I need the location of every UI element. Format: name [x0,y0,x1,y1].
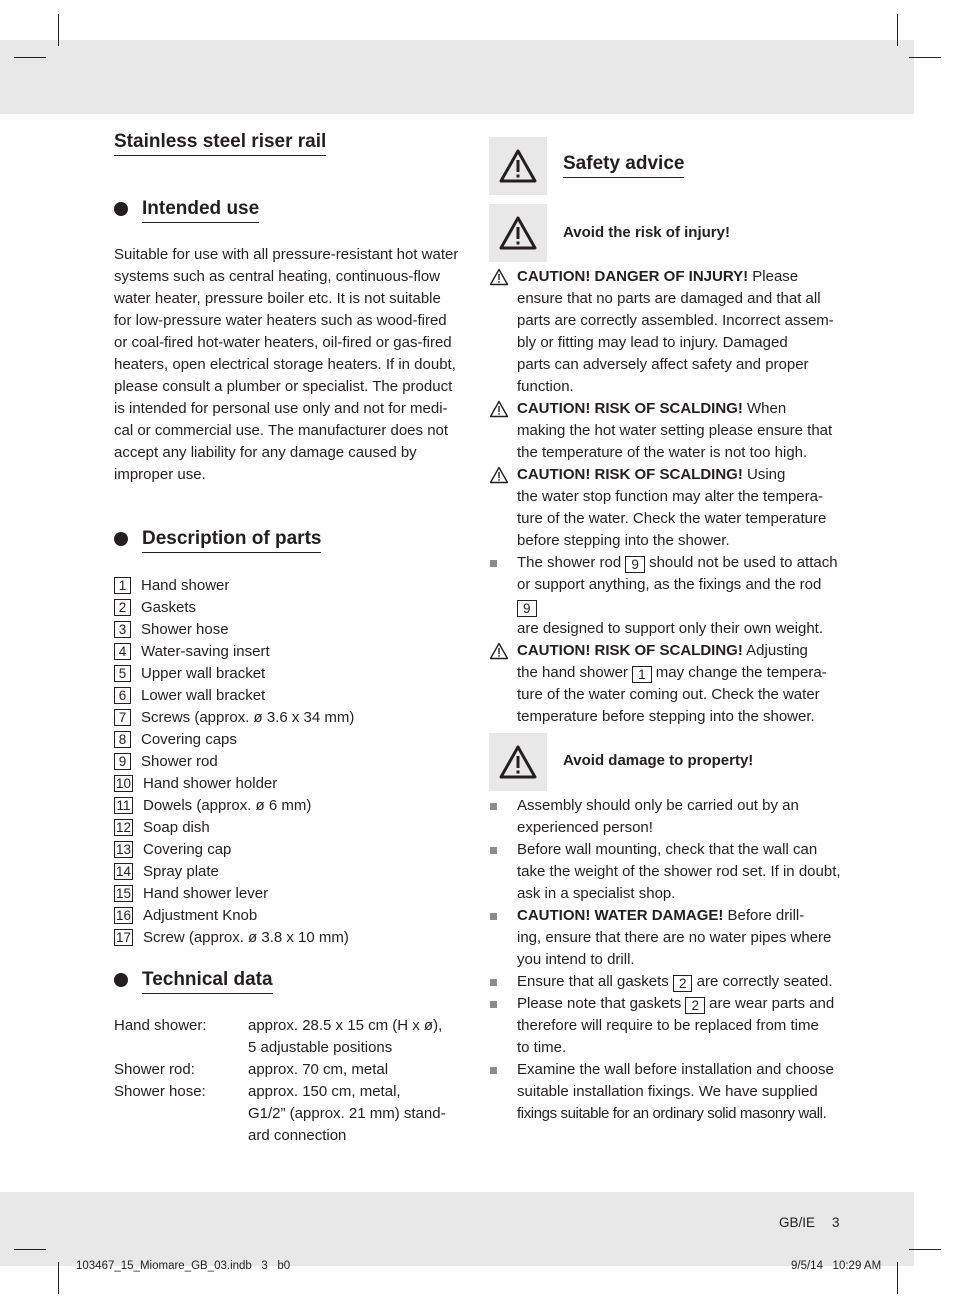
list-item [114,640,354,662]
safety-heading-text: Safety advice [563,152,684,178]
tech-value [248,1059,468,1081]
part-label: Screws (approx. ø 3.6 x 34 mm) [141,708,355,726]
text-line: for low-pressure water heaters such as wood-fired [114,312,447,329]
text-line: water heater, pressure boiler etc. It is not suitable [114,290,441,307]
part-ref: 2 [673,975,693,992]
text-line: the temperature of the water is not too high. [517,444,808,461]
crop-mark [909,57,941,58]
bullet-icon [114,202,128,216]
part-number: 7 [114,709,131,726]
part-ref: 9 [625,556,645,573]
text-segment: Adjusting [742,642,808,659]
tech-value [248,1015,468,1059]
footer-band [0,1192,914,1266]
text-line: ture of the water. Check the water temperature [517,510,827,527]
list-item [114,750,354,772]
part-label: Lower wall bracket [141,686,266,704]
caution-label: CAUTION! WATER DAMAGE! [517,907,724,924]
crop-mark [897,1262,898,1294]
warning-box [489,733,547,791]
text-line: accept any liability for any damage caused by [114,444,417,461]
list-item [489,552,841,640]
part-number: 1 [114,577,131,594]
text-line: Examine the wall before installation and choose [517,1061,834,1078]
square-bullet-icon [490,803,497,810]
crop-mark [14,57,46,58]
warning-icon [489,464,509,486]
part-label: Hand shower [141,576,230,594]
text-line: suitable installation fixings. We have supplied [517,1083,818,1100]
page-title-text: Stainless steel riser rail [114,130,326,156]
text-line: Suitable for use with all pressure-resistant hot water [114,246,459,263]
crop-mark [897,14,898,46]
warning-icon [489,398,509,420]
list-item [114,927,354,949]
text-segment: are designed to support only their own weight. [517,620,824,637]
text-line: Before wall mounting, check that the wall can [517,841,818,858]
text-line: Please [748,268,799,285]
text-segment: therefore will require to be replaced from time [517,1017,819,1034]
text-line: Assembly should only be carried out by an [517,797,799,814]
square-bullet-icon [489,1059,509,1081]
tech-key: Hand shower: [114,1017,207,1034]
list-item [489,839,841,905]
text-line: ensure that no parts are damaged and that all [517,290,821,307]
list-item [114,794,354,816]
part-number: 3 [114,621,131,638]
part-number: 14 [115,864,132,880]
square-bullet-icon [489,839,509,861]
part-number: 6 [114,687,131,704]
warning-box [489,137,547,195]
text-line: Using [742,466,786,483]
crop-mark [909,1249,941,1250]
text-segment: Ensure that all gaskets [517,973,669,990]
part-label: Shower rod [141,752,218,770]
square-bullet-icon [490,560,497,567]
intended-use-text [114,244,474,486]
text-segment: may change the tempera- [655,664,827,681]
part-number: 9 [114,753,131,770]
tech-key: Shower rod: [114,1061,195,1078]
tech-key: Shower hose: [114,1083,206,1100]
crop-mark [14,1249,46,1250]
text-segment: are wear parts and [709,995,835,1012]
text-line: parts can adversely affect safety and proper [517,356,809,373]
intended-use-heading [114,197,259,223]
part-label: Hand shower holder [143,774,278,792]
square-bullet-icon [489,905,509,927]
part-ref: 9 [517,600,537,617]
square-bullet-icon [490,847,497,854]
list-item [114,905,354,927]
list-item [114,662,354,684]
caution-label: CAUTION! RISK OF SCALDING! [517,400,743,417]
list-item [114,728,354,750]
right-column [489,0,849,1190]
text-line: Before drill- [723,907,805,924]
text-segment: Please note that gaskets [517,995,682,1012]
list-item [489,795,841,839]
text-line: bly or fitting may lead to injury. Damaged [517,334,788,351]
text-line: function. [517,378,574,395]
list-item [489,993,841,1059]
intended-use-heading-text: Intended use [142,197,259,223]
part-number: 2 [114,599,131,616]
list-item [114,684,354,706]
warning-box [489,204,547,262]
list-item [114,861,354,883]
text-line: parts are correctly assembled. Incorrect assem- [517,312,834,329]
table-row [114,1059,468,1081]
part-number: 13 [115,842,132,858]
text-segment: should not be used to attach [649,554,838,571]
part-label: Screw (approx. ø 3.8 x 10 mm) [143,929,349,947]
part-label: Soap dish [143,819,210,837]
tech-value-line: 5 adjustable positions [248,1039,393,1056]
part-label: Dowels (approx. ø 6 mm) [143,796,312,814]
part-number: 15 [115,886,132,902]
text-segment: ture of the water coming out. Check the water [517,686,820,703]
text-line: heaters, open electrical storage heaters. If in doubt, [114,356,456,373]
caution-label: CAUTION! RISK OF SCALDING! [517,642,743,659]
list-item [489,266,841,398]
caution-label: CAUTION! RISK OF SCALDING! [517,466,743,483]
technical-heading-text: Technical data [142,968,273,994]
part-label: Gaskets [141,598,197,616]
list-item [489,1059,841,1125]
text-segment: are correctly seated. [696,973,833,990]
tech-value [248,1081,468,1147]
text-line: cal or commercial use. The manufacturer does not [114,422,449,439]
part-number: 8 [114,731,131,748]
part-label: Upper wall bracket [141,664,266,682]
part-label: Hand shower lever [143,885,269,903]
page-number: 3 [832,1215,840,1230]
part-number: 5 [114,665,131,682]
list-item [489,640,841,728]
crop-mark [58,14,59,46]
injury-list [489,266,841,728]
list-item [489,905,841,971]
text-segment: or support anything, as the fixings and the rod [517,576,822,593]
slug-file: 103467_15_Miomare_GB_03.indb 3 b0 [76,1260,291,1272]
table-row [114,1015,468,1059]
part-number: 4 [114,643,131,660]
tech-value-line: approx. 70 cm, metal [248,1061,389,1078]
text-line: making the hot water setting please ensure that [517,422,833,439]
slug-date: 9/5/14 10:29 AM [791,1260,882,1272]
property-list [489,795,841,1125]
text-line: please consult a plumber or specialist. The product [114,378,453,395]
part-label: Covering caps [141,730,237,748]
square-bullet-icon [489,552,509,574]
text-line: experienced person! [517,819,653,836]
part-label: Shower hose [141,620,229,638]
list-item [489,971,841,993]
text-line: systems such as central heating, continuous-flow [114,268,440,285]
list-item [114,817,354,839]
part-label: Spray plate [143,863,219,881]
bullet-icon [114,973,128,987]
part-ref: 2 [685,997,705,1014]
text-line: the water stop function may alter the tempera- [517,488,823,505]
description-heading [114,527,321,553]
text-segment: The shower rod [517,554,622,571]
text-line: you intend to drill. [517,951,635,968]
footer-lang: GB/IE [779,1215,816,1230]
part-label: Water-saving insert [141,642,270,660]
square-bullet-icon [489,971,509,993]
text-line: improper use. [114,466,206,483]
list-item [489,464,841,552]
square-bullet-icon [490,913,497,920]
text-segment: the hand shower [517,664,628,681]
text-line: take the weight of the shower rod set. If in doubt, [517,863,841,880]
square-bullet-icon [489,993,509,1015]
list-item [114,706,354,728]
list-item [114,772,354,794]
part-label: Covering cap [143,841,232,859]
property-heading: Avoid damage to property! [563,752,754,769]
description-heading-text: Description of parts [142,527,321,553]
list-item [489,398,841,464]
part-label: Adjustment Knob [143,907,258,925]
text-line: is intended for personal use only and not for medi- [114,400,448,417]
warning-icon [489,640,509,662]
page-title [114,130,326,156]
injury-heading: Avoid the risk of injury! [563,224,730,241]
technical-heading [114,968,273,994]
parts-list [114,574,354,949]
part-number: 10 [115,775,132,791]
text-line: ing, ensure that there are no water pipes where [517,929,832,946]
safety-heading [563,152,684,178]
technical-table [114,1015,468,1147]
part-number: 16 [115,908,132,924]
text-segment: to time. [517,1039,567,1056]
part-number: 17 [115,930,132,946]
list-item [114,618,354,640]
square-bullet-icon [490,1001,497,1008]
text-line: ask in a specialist shop. [517,885,676,902]
text-line: When [742,400,787,417]
list-item [114,596,354,618]
text-line: before stepping into the shower. [517,532,730,549]
list-item [114,574,354,596]
tech-value-line: approx. 28.5 x 15 cm (H x ø), [248,1017,443,1034]
crop-mark [58,1262,59,1294]
tech-value-line: G1/2” (approx. 21 mm) stand- [248,1105,446,1122]
text-line: fixings suitable for an ordinary solid masonry wall. [517,1105,827,1122]
list-item [114,883,354,905]
table-row [114,1081,468,1147]
warning-icon [489,266,509,288]
warning-icon [498,148,538,184]
left-column [114,0,474,1190]
text-line: or coal-fired hot-water heaters, oil-fired or gas-fired [114,334,452,351]
tech-value-line: approx. 150 cm, metal, [248,1083,401,1100]
warning-icon [498,744,538,780]
tech-value-line: ard connection [248,1127,347,1144]
square-bullet-icon [490,1067,497,1074]
square-bullet-icon [490,979,497,986]
part-number: 11 [114,797,133,814]
bullet-icon [114,532,128,546]
list-item [114,839,354,861]
part-number: 12 [115,820,132,836]
text-segment: temperature before stepping into the shower. [517,708,815,725]
square-bullet-icon [489,795,509,817]
part-ref: 1 [632,666,652,683]
caution-label: CAUTION! DANGER OF INJURY! [517,268,749,285]
warning-icon [498,215,538,251]
